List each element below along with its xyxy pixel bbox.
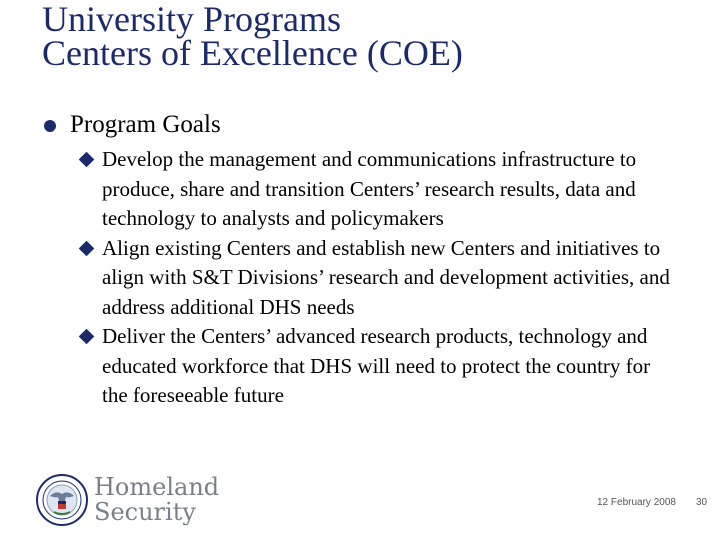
dhs-seal-icon xyxy=(36,474,88,526)
title-line-1: University Programs xyxy=(42,0,341,39)
title-line-2: Centers of Excellence (COE) xyxy=(42,33,463,73)
sub-bullet-list xyxy=(78,145,678,411)
bullet-program-goals xyxy=(44,110,221,140)
sub-bullet-1 xyxy=(78,145,678,234)
dhs-logo xyxy=(36,474,219,526)
diamond-bullet-icon xyxy=(79,152,95,168)
logo-word-homeland: Homeland xyxy=(94,473,220,501)
sub-bullet-text: Align existing Centers and establish new Centers and initiatives to align with S&T Divisions’ research and development activities, and address additional DHS needs xyxy=(102,235,670,319)
bullet-label: Program Goals xyxy=(70,111,221,138)
diamond-bullet-icon xyxy=(79,329,95,345)
sub-bullet-text: Deliver the Centers’ advanced research products, technology and educated workforce that DHS will need to protect the country for the foreseeable future xyxy=(102,324,651,407)
round-bullet-icon xyxy=(44,120,56,132)
slide-title xyxy=(42,0,682,73)
diamond-bullet-icon xyxy=(79,240,95,256)
footer-date: 12 February 2008 xyxy=(597,497,676,508)
sub-bullet-2 xyxy=(78,234,678,323)
page-number: 30 xyxy=(696,497,708,508)
logo-word-security: Security xyxy=(94,498,196,526)
logo-wordmark xyxy=(94,475,219,525)
sub-bullet-text: Develop the management and communications infrastructure to produce, share and transition Centers’ research results, data and technology to analysts and policymakers xyxy=(102,147,637,230)
sub-bullet-3 xyxy=(78,322,678,411)
